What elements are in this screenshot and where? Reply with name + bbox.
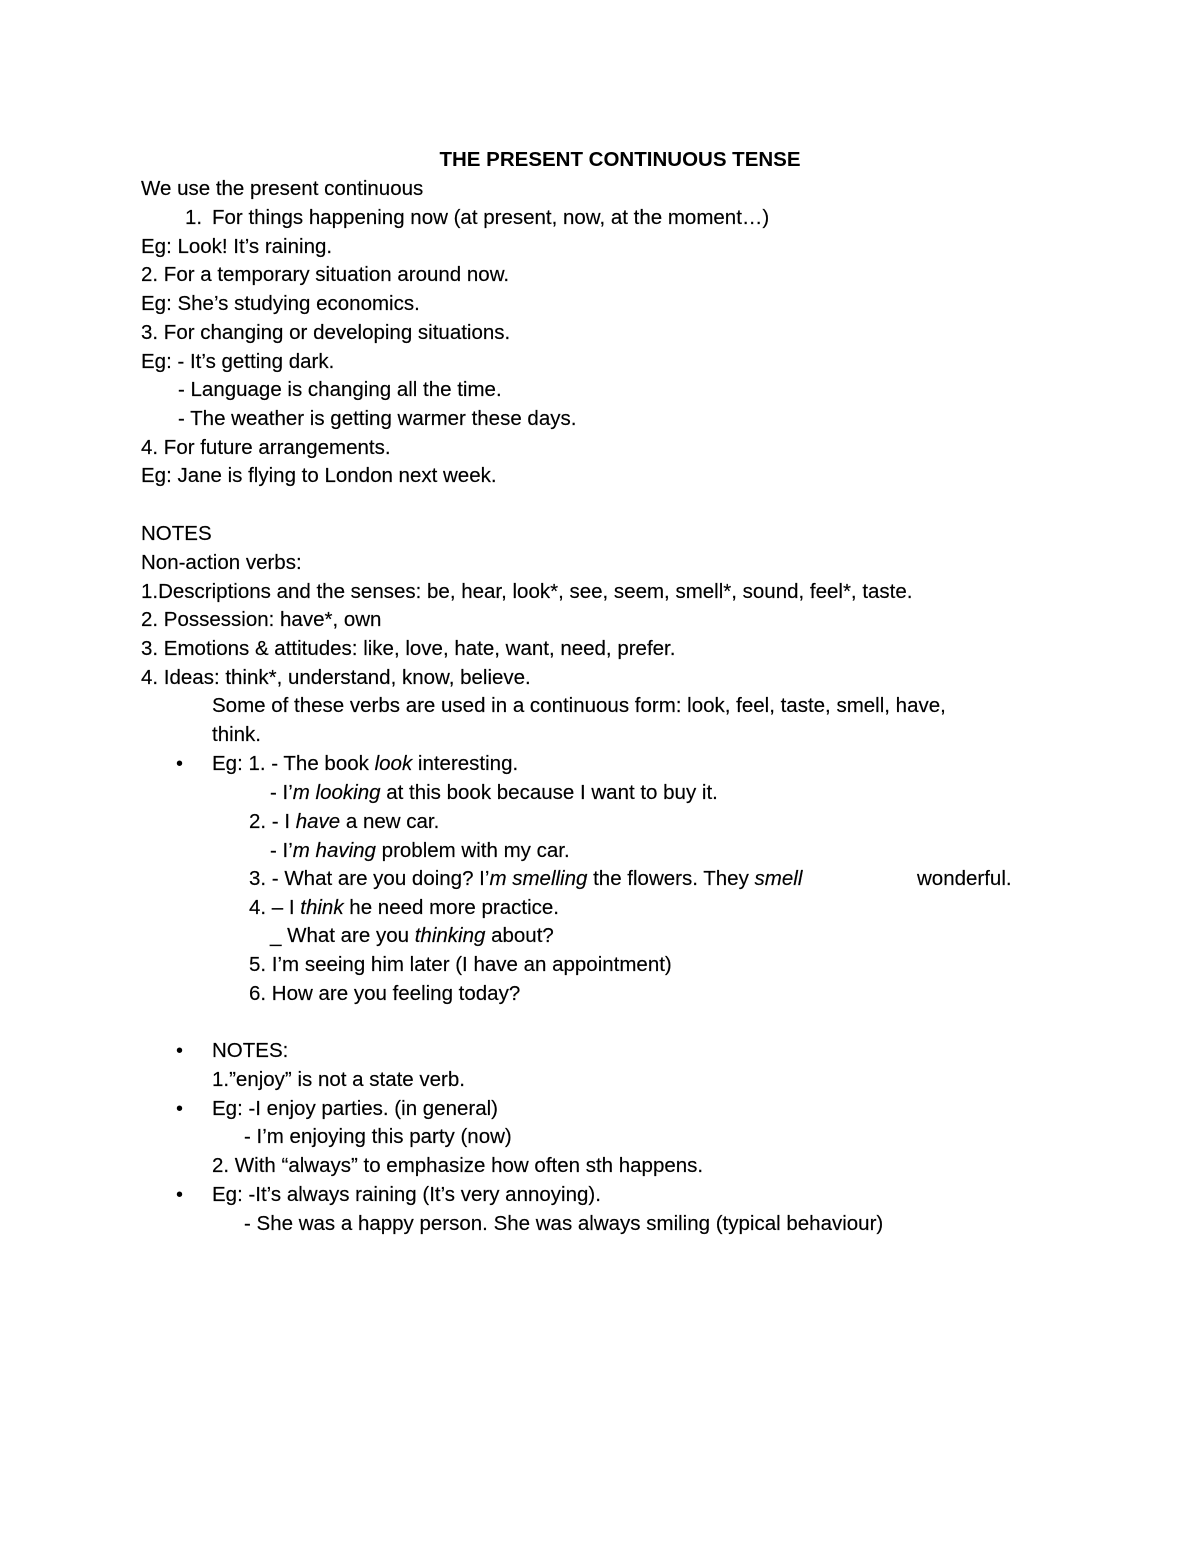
example-3a: Eg: - It’s getting dark. <box>141 350 335 373</box>
nonaction-4: 4. Ideas: think*, understand, know, believe. <box>141 666 531 689</box>
example-feel: 6. How are you feeling today? <box>249 982 521 1005</box>
example-1: Eg: Look! It’s raining. <box>141 235 333 258</box>
use-4: 4. For future arrangements. <box>141 436 391 459</box>
list-number: 1. <box>185 206 203 229</box>
nonaction-1: 1.Descriptions and the senses: be, hear, look*, see, seem, smell*, sound, feel*, taste. <box>141 580 913 603</box>
use-3: 3. For changing or developing situations. <box>141 321 511 344</box>
nonaction-heading: Non-action verbs: <box>141 551 302 574</box>
text-segment: the flowers. They <box>587 867 755 890</box>
text-segment: he need more practice. <box>343 896 559 919</box>
bullet-icon: • <box>176 1184 184 1206</box>
page-title: THE PRESENT CONTINUOUS TENSE <box>439 148 801 171</box>
continuous-form-note-cont: think. <box>212 723 261 746</box>
notes-heading: NOTES <box>141 522 212 545</box>
note-1-example-a: Eg: -I enjoy parties. (in general) <box>212 1097 498 1120</box>
text-segment: Eg: 1. - The book <box>212 752 375 775</box>
bullet-icon: • <box>176 1040 184 1062</box>
bullet-icon: • <box>176 1098 184 1120</box>
italic-verb: think <box>300 896 344 919</box>
italic-verb: smell <box>754 867 803 890</box>
example-have-a <box>249 808 439 836</box>
example-look-b <box>270 779 718 807</box>
bullet-icon: • <box>176 753 184 775</box>
nonaction-3: 3. Emotions & attitudes: like, love, hate, want, need, prefer. <box>141 637 676 660</box>
text-segment: 2. - I <box>249 810 296 833</box>
text-segment: 4. – I <box>249 896 301 919</box>
example-2: Eg: She’s studying economics. <box>141 292 420 315</box>
example-smell <box>249 865 802 893</box>
note-2-example-a: Eg: -It’s always raining (It’s very annoying). <box>212 1183 601 1206</box>
text-segment: a new car. <box>340 810 440 833</box>
note-2-example-b: - She was a happy person. She was always smiling (typical behaviour) <box>244 1212 884 1235</box>
example-3c: - The weather is getting warmer these days. <box>178 407 577 430</box>
use-2: 2. For a temporary situation around now. <box>141 263 510 286</box>
text-segment: interesting. <box>412 752 519 775</box>
text-segment: about? <box>485 924 554 947</box>
italic-verb: m smelling <box>489 867 588 890</box>
notes2-heading: NOTES: <box>212 1039 289 1062</box>
example-think-a <box>249 894 559 922</box>
nonaction-2: 2. Possession: have*, own <box>141 608 382 631</box>
example-look-a <box>212 750 518 778</box>
note-1: 1.”enjoy” is not a state verb. <box>212 1068 465 1091</box>
example-4: Eg: Jane is flying to London next week. <box>141 464 497 487</box>
use-1: For things happening now (at present, now, at the moment…) <box>212 206 770 229</box>
italic-verb: look <box>374 752 413 775</box>
text-segment: - I’ <box>270 781 293 804</box>
intro-text: We use the present continuous <box>141 177 424 200</box>
example-smell-end: wonderful. <box>917 867 1012 890</box>
example-see: 5. I’m seeing him later (I have an appointment) <box>249 953 672 976</box>
text-segment: - I’ <box>270 839 293 862</box>
italic-verb: m having <box>292 839 376 862</box>
italic-verb: m looking <box>292 781 381 804</box>
italic-verb: thinking <box>414 924 486 947</box>
italic-verb: have <box>295 810 341 833</box>
example-3b: - Language is changing all the time. <box>178 378 502 401</box>
example-have-b <box>270 837 570 865</box>
text-segment: _ What are you <box>270 924 415 947</box>
note-2: 2. With “always” to emphasize how often sth happens. <box>212 1154 704 1177</box>
example-think-b <box>270 922 554 950</box>
text-segment: 3. - What are you doing? I’ <box>249 867 490 890</box>
continuous-form-note: Some of these verbs are used in a continuous form: look, feel, taste, smell, have, <box>212 694 946 717</box>
text-segment: problem with my car. <box>375 839 570 862</box>
note-1-example-b: - I’m enjoying this party (now) <box>244 1125 512 1148</box>
text-segment: at this book because I want to buy it. <box>380 781 718 804</box>
